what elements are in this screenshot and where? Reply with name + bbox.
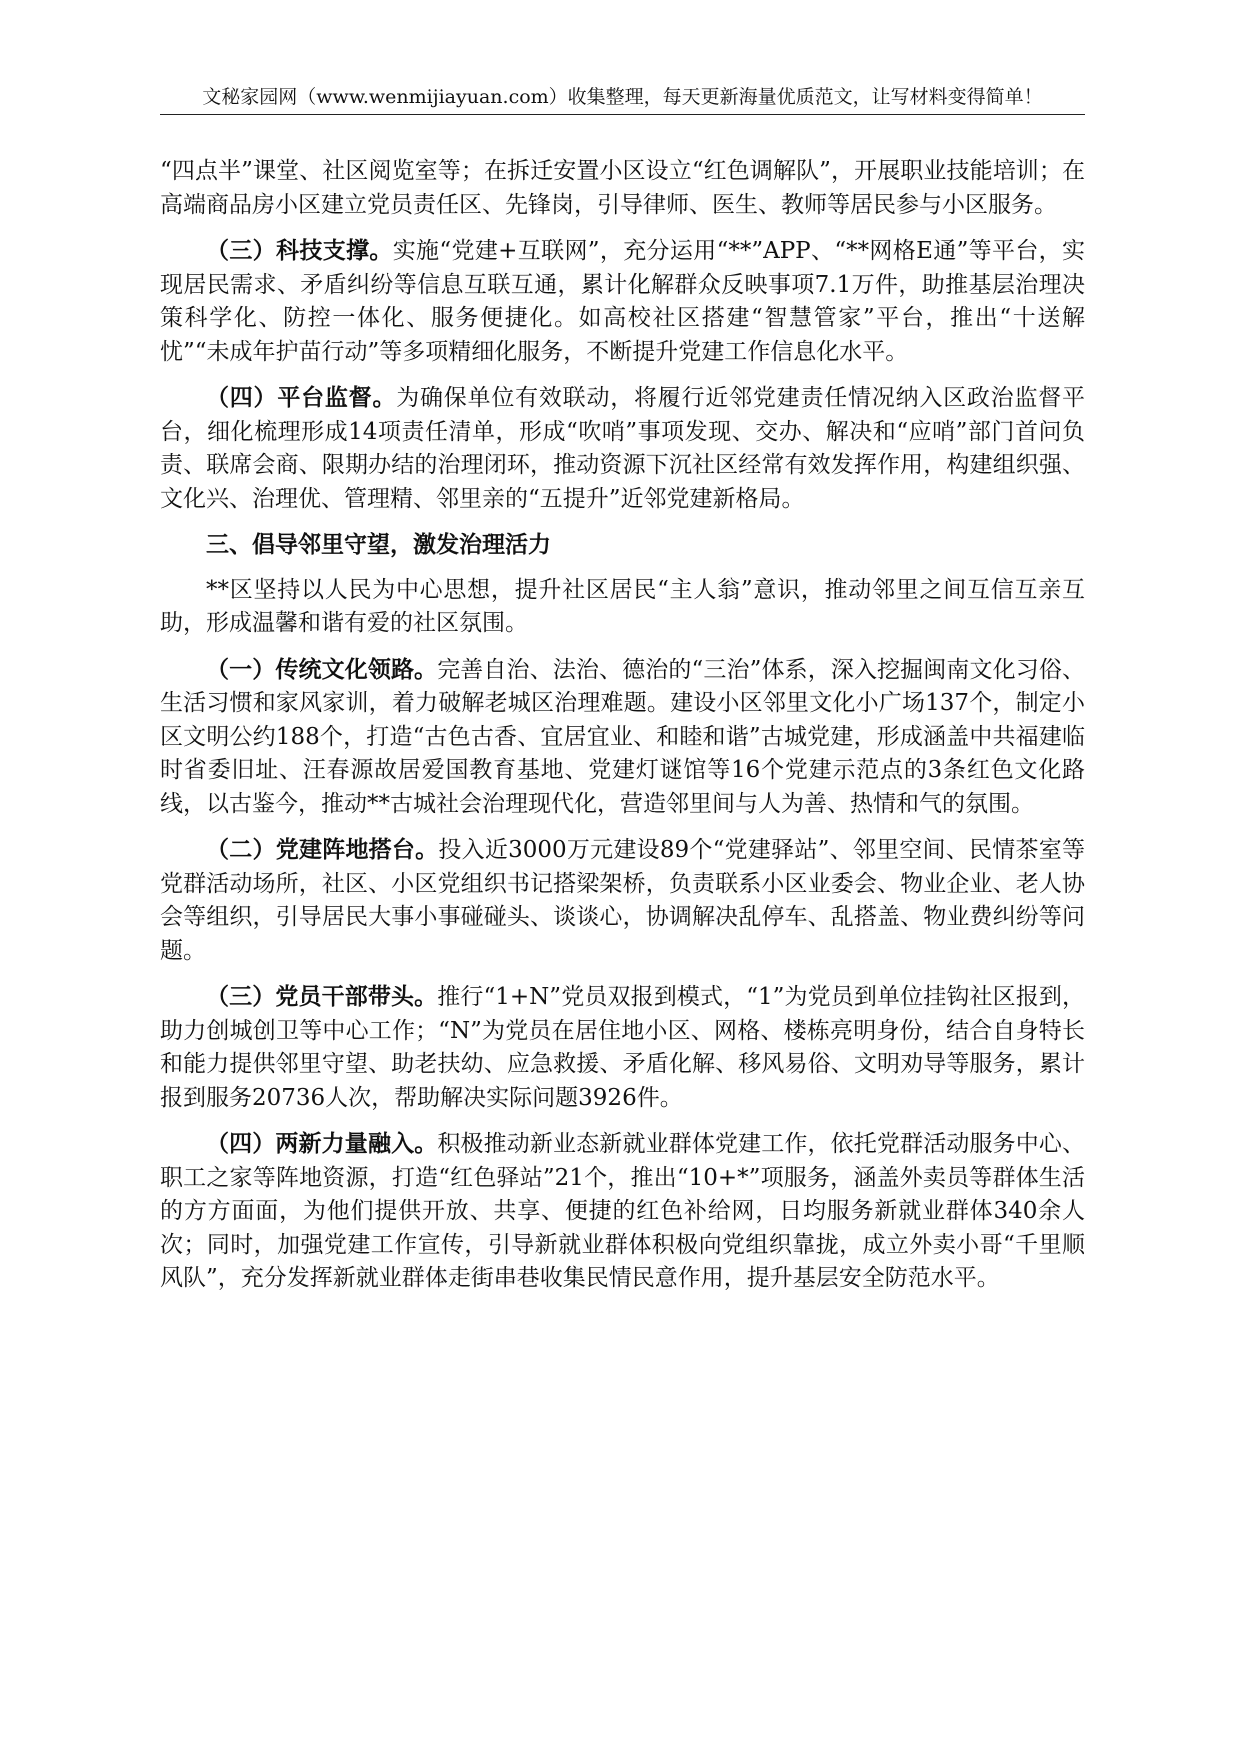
document-body bbox=[160, 155, 1085, 1308]
paragraph-party-members bbox=[160, 980, 1085, 1115]
paragraph-new-forces bbox=[160, 1127, 1085, 1296]
paragraph-lead: （四）两新力量融入。 bbox=[206, 1130, 438, 1157]
paragraph-text: 推行“1+N”党员双报到模式，“1”为党员到单位挂钩社区报到，助力创城创卫等中心工作；“N”为党员在居住地小区、网格、楼栋亮明身份，结合自身特长和能力提供邻里守望、助老扶幼、应急救援、矛盾化解、移风易俗、文明劝导等服务，累计报到服务20736人次，帮助解决实际问题3926件。 bbox=[160, 984, 1085, 1111]
paragraph-party-positions bbox=[160, 833, 1085, 968]
paragraph-text: 实施“党建+互联网”，充分运用“**”APP、“**网格E通”等平台，实现居民需求、矛盾纠纷等信息互联互通，累计化解群众反映事项7.1万件，助推基层治理决策科学化、防控一体化、服务便捷化。如高校社区搭建“智慧管家”平台，推出“十送解忧”“未成年护苗行动”等多项精细化服务，不断提升党建工作信息化水平。 bbox=[160, 238, 1086, 365]
paragraph-text: 投入近3000万元建设89个“党建驿站”、邻里空间、民情茶室等党群活动场所，社区、小区党组织书记搭梁架桥，负责联系小区业委会、物业企业、老人协会等组织，引导居民大事小事碰碰头、谈谈心，协调解决乱停车、乱搭盖、物业费纠纷等问题。 bbox=[160, 837, 1086, 964]
section-heading: 三、倡导邻里守望，激发治理活力 bbox=[206, 531, 551, 558]
paragraph-lead: （一）传统文化领路。 bbox=[206, 655, 438, 683]
paragraph-lead: （三）科技支撑。 bbox=[206, 237, 393, 264]
paragraph-intro bbox=[160, 574, 1085, 641]
page-header: 文秘家园网（www.wenmijiayuan.com）收集整理，每天更新海量优质范文，让写材料变得简单！ bbox=[160, 84, 1085, 115]
paragraph-text: 积极推动新业态新就业群体党建工作，依托党群活动服务中心、职工之家等阵地资源，打造“红色驿站”21个，推出“10+*”项服务，涵盖外卖员等群体生活的方方面面，为他们提供开放、共享、便捷的红色补给网，日均服务新就业群体340余人次；同时，加强党建工作宣传，引导新就业群体积极向党组织靠拢，成立外卖小哥“千里顺风队”，充分发挥新就业群体走街串巷收集民情民意作用，提升基层安全防范水平。 bbox=[160, 1131, 1086, 1291]
paragraph-lead: （三）党员干部带头。 bbox=[206, 983, 438, 1010]
paragraph-lead: （二）党建阵地搭台。 bbox=[206, 836, 439, 863]
paragraph-traditional-culture bbox=[160, 653, 1085, 822]
paragraph-text: 为确保单位有效联动，将履行近邻党建责任情况纳入区政治监督平台，细化梳理形成14项责任清单，形成“吹哨”事项发现、交办、解决和“应哨”部门首问负责、联席会商、限期办结的治理闭环，推动资源下沉社区经常有效发挥作用，构建组织强、文化兴、治理优、管理精、邻里亲的“五提升”近邻党建新格局。 bbox=[160, 385, 1086, 512]
paragraph-lead: （四）平台监督。 bbox=[206, 384, 397, 411]
paragraph-text: “四点半”课堂、社区阅览室等；在拆迁安置小区设立“红色调解队”，开展职业技能培训；在高端商品房小区建立党员责任区、先锋岗，引导律师、医生、教师等居民参与小区服务。 bbox=[160, 158, 1085, 218]
paragraph-platform-supervision bbox=[160, 381, 1085, 516]
paragraph-text: 完善自治、法治、德治的“三治”体系，深入挖掘闽南文化习俗、生活习惯和家风家训，着力破解老城区治理难题。建设小区邻里文化小广场137个，制定小区文明公约188个，打造“古色古香、宜居宜业、和睦和谐”古城党建，形成涵盖中共福建临时省委旧址、汪春源故居爱国教育基地、党建灯谜馆等16个党建示范点的3条红色文化路线，以古鉴今，推动**古城社会治理现代化，营造邻里间与人为善、热情和气的氛围。 bbox=[160, 656, 1085, 817]
paragraph-text: **区坚持以人民为中心思想，提升社区居民“主人翁”意识，推动邻里之间互信互亲互助，形成温馨和谐有爱的社区氛围。 bbox=[160, 576, 1085, 636]
paragraph-1 bbox=[160, 155, 1085, 222]
paragraph-tech-support bbox=[160, 234, 1085, 369]
